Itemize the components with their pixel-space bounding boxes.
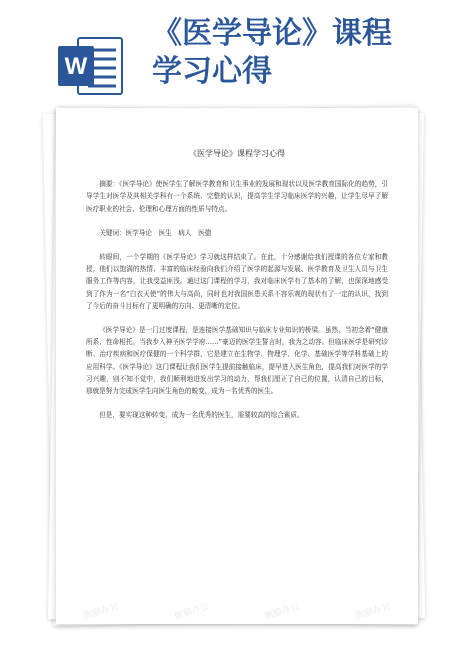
abstract-paragraph: 摘要：《医学导论》使医学生了解医学教育和卫生事业的发展和现状以及医学教育国际化的趋势，引导学生对医学及其相关学科有一个系统、完整的认识，提高学生学习临床医学的兴趣，让学生尽早了解医疗职业的社会、伦理和心理方面的性质与特点。 (86, 180, 388, 213)
banner-title-line1: 《医学导论》课程 (152, 16, 392, 51)
watermark-text: 熊猫办公 (173, 601, 211, 623)
watermark-text: 熊猫办公 (82, 601, 120, 623)
banner (0, 0, 474, 112)
watermark-row (56, 601, 418, 623)
body-paragraph-2: 《医学导论》是一门过度课程，是连接医学基础知识与临床专业知识的桥梁。虽然，当初念着“健康所系、性命相托。当我步入神圣医学学府……”豪迈的医学生誓言时，我为之动容。但临床医学是研究诊断、治疗疾病和医疗保健的一个科学群，它是建立在生物学、物理学、化学、基础医学等学科基础上的应用科学。《医学导论》这门课程让我们医学生提前接触临床，提早进入医生角色，提高我们对医学的学习兴趣，则不知不觉中，我们顺利地进发出学习的动力，帮我们厘正了自己的位置，认清自己的目标，那就是努力完成医学生向医生角色的蜕变，成为一名优秀的医生。 (86, 326, 388, 396)
body-paragraph-3: 但是，要实现这种转变，成为一名优秀的医生，需要较高的综合素质。 (99, 411, 304, 420)
body-paragraph-1: 转眼间，一个学期的《医学导论》学习就这样结束了。在此，十分感谢给我们授课的各位专家和教授，他们以饱满的热情、丰富的临床经验向我们介绍了医学的起源与发展、医学教育及卫生人员与卫生服务工作等内容，让我受益匪浅。通过这门课程的学习，我对临床医学有了基本的了解，也深深地感受到了作为一名“白衣天使”的伟大与高尚，同时也对我国医患关系不容乐观的现状有了一定的认识，找到了今后的奋斗目标有了更明确的方向、更清晰的定位。 (86, 253, 388, 310)
word-icon (56, 34, 126, 98)
banner-heading (152, 16, 392, 90)
document-page (56, 108, 418, 624)
document-title: 《医学导论》课程学习心得 (189, 149, 285, 158)
svg-text:W: W (64, 53, 88, 80)
watermark-text: 熊猫办公 (354, 601, 392, 623)
keywords-line: 关键词：医学导论 医生 病人 医德 (99, 228, 212, 237)
banner-title-line2: 学习心得 (152, 54, 272, 89)
watermark-text: 熊猫办公 (263, 601, 301, 623)
